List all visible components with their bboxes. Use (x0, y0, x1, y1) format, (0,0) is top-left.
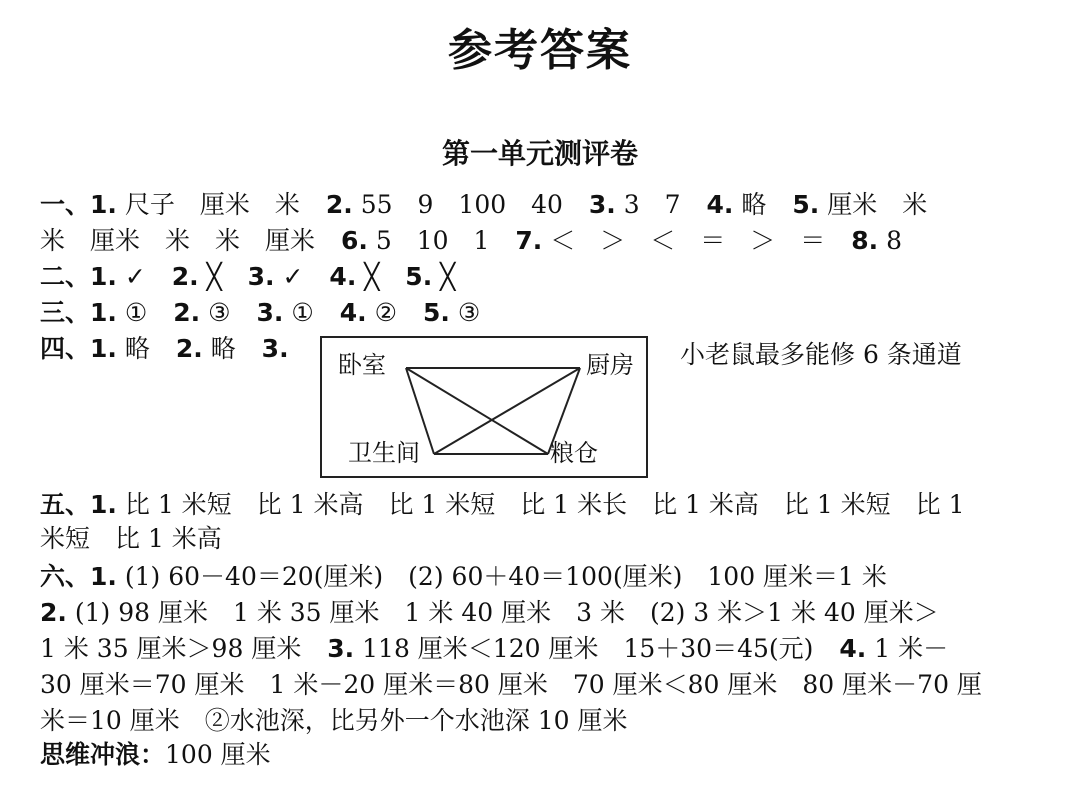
section-1-line-1 (40, 188, 1050, 222)
cross-mark: ╳ (206, 262, 222, 291)
question-number: 1. (90, 334, 117, 363)
answer-text: 1 米－ (874, 634, 949, 663)
section-6-line-3 (40, 632, 1050, 666)
answer-text: ① (124, 298, 148, 327)
section-6-label: 六、 (40, 562, 91, 591)
check-mark: ✓ (124, 262, 146, 291)
question-number: 5. (422, 298, 450, 327)
cross-mark: ╳ (364, 262, 380, 291)
answer-text: 55 9 100 40 (360, 190, 563, 219)
answer-text: 100 厘米 (165, 740, 271, 769)
answer-text: (1) 60－40＝20(厘米) (2) 60＋40＝100(厘米) 100 厘米＝1 米 (124, 562, 887, 591)
question-number: 4. (839, 634, 867, 663)
section-6-line-4 (40, 668, 1050, 702)
answer-text: 略 (741, 190, 767, 219)
question-number: 3. (261, 334, 289, 363)
question-number: 5. (405, 262, 433, 291)
question-number: 3. (247, 262, 275, 291)
section-6-line-1 (40, 560, 1050, 594)
section-6-line-2 (40, 596, 1050, 630)
answer-text: 米 厘米 米 米 厘米 (40, 226, 316, 255)
question-number: 1. (90, 562, 117, 591)
section-5-line-1 (40, 488, 1050, 522)
answer-text: 米短 比 1 米高 (40, 524, 222, 553)
answer-text: 30 厘米＝70 厘米 1 米－20 厘米＝80 厘米 70 厘米＜80 厘米 80 厘米－70 厘 (40, 670, 982, 699)
question-number: 3. (327, 634, 355, 663)
question-number: 2. (173, 298, 201, 327)
answer-text: 118 厘米＜120 厘米 15＋30＝45(元) (362, 634, 814, 663)
question-number: 3. (588, 190, 616, 219)
section-3-label: 三、 (40, 298, 91, 327)
answer-text: (1) 98 厘米 1 米 35 厘米 1 米 40 厘米 3 米 (2) 3 米＞1 米 40 厘米＞ (74, 598, 939, 627)
question-number: 4. (706, 190, 734, 219)
answer-text: 比 1 米短 比 1 米高 比 1 米短 比 1 米长 比 1 米高 比 1 米短 比 1 (124, 490, 965, 519)
node-granary: 粮仓 (550, 439, 598, 467)
answer-text: 厘米 米 (827, 190, 928, 219)
edge-bedroom-granary (406, 368, 548, 454)
question-number: 1. (90, 190, 117, 219)
section-1-label: 一、 (40, 190, 91, 219)
question-number: 2. (40, 598, 67, 627)
section-4-line (40, 332, 320, 366)
diagram-answer-note: 小老鼠最多能修 6 条通道 (680, 340, 962, 369)
section-2-label: 二、 (40, 262, 91, 291)
answer-text: ③ (208, 298, 231, 327)
bonus-line (40, 738, 1050, 772)
question-number: 4. (339, 298, 367, 327)
section-2-line (40, 260, 1050, 294)
answer-text: ③ (457, 298, 481, 327)
answer-text: 5 10 1 (375, 226, 490, 255)
answer-text: 尺子 厘米 米 (124, 190, 300, 219)
answer-text: 略 (210, 334, 236, 363)
section-5-label: 五、 (40, 490, 91, 519)
answer-text: 1 米 35 厘米＞98 厘米 (40, 634, 302, 663)
page-title: 参考答案 (448, 25, 632, 76)
section-6-line-5 (40, 704, 1050, 738)
question-number: 2. (171, 262, 199, 291)
question-number: 5. (792, 190, 820, 219)
question-number: 2. (175, 334, 203, 363)
node-kitchen: 厨房 (586, 351, 634, 379)
question-number: 6. (340, 226, 368, 255)
question-number: 1. (90, 298, 117, 327)
node-bedroom: 卧室 (338, 351, 386, 379)
bonus-label: 思维冲浪： (40, 740, 166, 769)
answer-text: 略 (124, 334, 150, 363)
question-number: 8. (851, 226, 879, 255)
question-number: 4. (329, 262, 357, 291)
section-3-line (40, 296, 1050, 330)
question-number: 7. (515, 226, 543, 255)
answer-text: 8 (886, 226, 902, 255)
check-mark: ✓ (282, 262, 304, 291)
node-bathroom: 卫生间 (348, 439, 420, 467)
answer-text: ① (291, 298, 314, 327)
answer-text: ＜ ＞ ＜ ＝ ＞ ＝ (550, 226, 826, 255)
section-title: 第一单元测评卷 (441, 137, 638, 170)
room-connection-diagram (320, 336, 648, 478)
answer-text: 3 7 (623, 190, 681, 219)
section-5-line-2 (40, 522, 1050, 556)
answer-text: ② (374, 298, 397, 327)
question-number: 2. (325, 190, 353, 219)
section-4-label: 四、 (40, 334, 91, 363)
answer-text: 米＝10 厘米 ②水池深，比另外一个水池深 10 厘米 (40, 706, 628, 735)
cross-mark: ╳ (440, 262, 456, 291)
question-number: 3. (256, 298, 284, 327)
question-number: 1. (90, 262, 117, 291)
question-number: 1. (90, 490, 117, 519)
section-1-line-2 (40, 224, 1050, 258)
